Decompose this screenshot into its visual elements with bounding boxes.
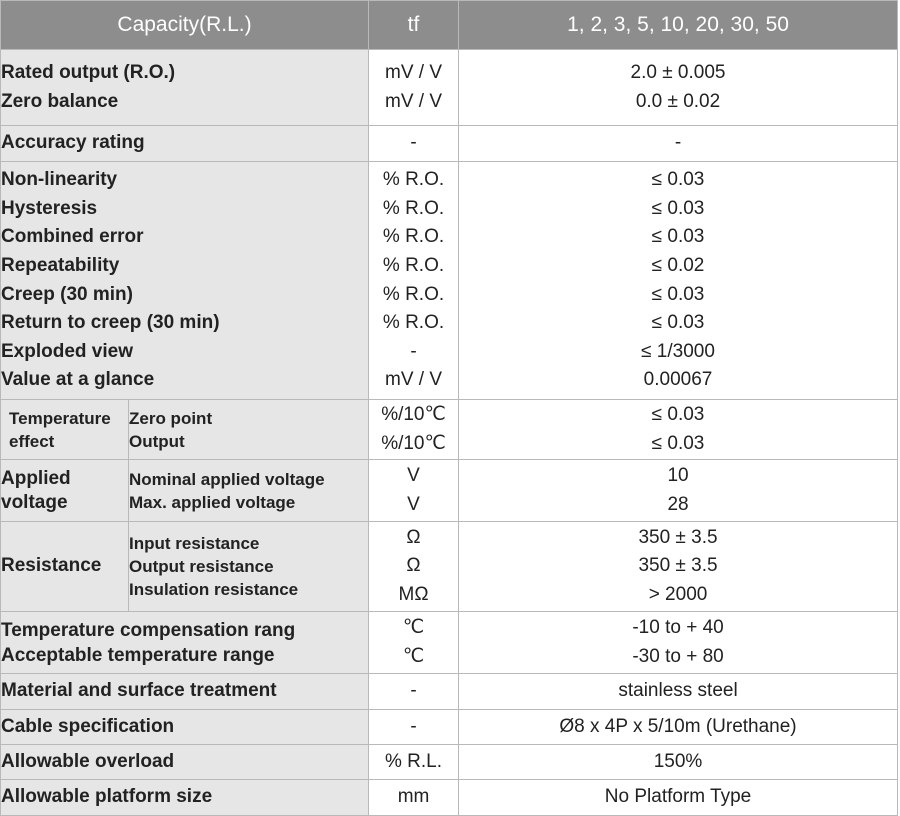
capacity-header: Capacity(R.L.) <box>1 1 369 50</box>
material-unit: - <box>369 674 459 710</box>
cable-unit: - <box>369 710 459 745</box>
platform-label: Allowable platform size <box>1 780 369 816</box>
unit-cell: mV / V <box>385 61 443 83</box>
overload-label: Allowable overload <box>1 745 369 780</box>
performance-row <box>1 162 898 400</box>
capacity-values-header: 1, 2, 3, 5, 10, 20, 30, 50 <box>459 1 898 50</box>
value-cell: -30 to + 80 <box>632 645 724 667</box>
output-units <box>369 50 459 126</box>
value-cell: ≤ 0.03 <box>651 283 705 305</box>
unit-cell: % R.O. <box>382 283 445 305</box>
temperature-effect-group <box>1 400 129 460</box>
value-cell: 350 ± 3.5 <box>638 526 718 548</box>
group-label-line: Temperature <box>9 408 111 428</box>
value-cell: 10 <box>667 464 689 486</box>
platform-value: No Platform Type <box>459 780 898 816</box>
unit-cell: Ω <box>406 526 421 548</box>
value-cell: 0.0 ± 0.02 <box>635 90 721 112</box>
resistance-units <box>369 522 459 612</box>
accuracy-value: - <box>459 126 898 162</box>
temperature-effect-labels <box>129 400 369 460</box>
resistance-values <box>459 522 898 612</box>
repeatability-label: Repeatability <box>1 254 120 276</box>
temperature-effect-values <box>459 400 898 460</box>
unit-header: tf <box>369 1 459 50</box>
applied-voltage-row <box>1 460 898 522</box>
value-cell: ≤ 0.03 <box>651 312 705 334</box>
zero-balance-label: Zero balance <box>1 90 119 112</box>
value-cell: ≤ 0.02 <box>651 254 705 276</box>
max-voltage-label: Max. applied voltage <box>129 492 296 512</box>
unit-cell: ℃ <box>402 616 425 638</box>
output-labels <box>1 50 369 126</box>
return-to-creep-label: Return to creep (30 min) <box>1 312 220 334</box>
unit-cell: mV / V <box>385 369 443 391</box>
applied-voltage-group <box>1 460 129 522</box>
overload-unit: % R.L. <box>369 745 459 780</box>
accuracy-unit: - <box>369 126 459 162</box>
output-values <box>459 50 898 126</box>
header-row <box>1 1 898 50</box>
unit-cell: mV / V <box>385 90 443 112</box>
accuracy-row <box>1 126 898 162</box>
value-at-glance-label: Value at a glance <box>1 369 155 391</box>
unit-cell: %/10℃ <box>381 432 446 454</box>
resistance-labels <box>129 522 369 612</box>
cable-row <box>1 710 898 745</box>
value-cell: ≤ 0.03 <box>651 197 705 219</box>
unit-cell: V <box>407 464 420 486</box>
platform-row <box>1 780 898 816</box>
unit-cell: MΩ <box>398 583 429 605</box>
resistance-group: Resistance <box>1 522 129 612</box>
unit-cell: Ω <box>406 555 421 577</box>
temperature-range-row <box>1 612 898 674</box>
performance-units <box>369 162 459 400</box>
value-cell: 350 ± 3.5 <box>638 555 718 577</box>
combined-error-label: Combined error <box>1 226 144 248</box>
rated-output-label: Rated output (R.O.) <box>1 61 176 83</box>
output-row <box>1 50 898 126</box>
temperature-compensation-label: Temperature compensation rang <box>1 619 296 641</box>
creep-label: Creep (30 min) <box>1 283 133 305</box>
material-value: stainless steel <box>459 674 898 710</box>
zero-point-label: Zero point <box>129 408 213 428</box>
exploded-view-label: Exploded view <box>1 340 133 362</box>
value-cell: ≤ 0.03 <box>651 169 705 191</box>
overload-value: 150% <box>459 745 898 780</box>
value-cell: 2.0 ± 0.005 <box>630 61 726 83</box>
acceptable-temperature-label: Acceptable temperature range <box>1 644 275 666</box>
group-label-line: effect <box>9 431 55 451</box>
output-label: Output <box>129 431 185 451</box>
unit-cell: % R.O. <box>382 254 445 276</box>
input-resistance-label: Input resistance <box>129 534 260 553</box>
insulation-resistance-label: Insulation resistance <box>129 580 299 599</box>
resistance-row <box>1 522 898 612</box>
unit-cell: - <box>410 340 417 362</box>
value-cell: ≤ 1/3000 <box>641 340 715 362</box>
unit-cell: % R.O. <box>382 226 445 248</box>
nominal-voltage-label: Nominal applied voltage <box>129 469 325 489</box>
temperature-effect-row <box>1 400 898 460</box>
unit-cell: % R.O. <box>382 169 445 191</box>
applied-voltage-units <box>369 460 459 522</box>
performance-values <box>459 162 898 400</box>
group-label-line: voltage <box>1 491 68 513</box>
unit-cell: ℃ <box>402 645 425 667</box>
temperature-effect-units <box>369 400 459 460</box>
cable-value: Ø8 x 4P x 5/10m (Urethane) <box>459 710 898 745</box>
material-row <box>1 674 898 710</box>
cable-label: Cable specification <box>1 710 369 745</box>
material-label: Material and surface treatment <box>1 674 369 710</box>
performance-labels <box>1 162 369 400</box>
temperature-range-labels <box>1 612 369 674</box>
temperature-range-units <box>369 612 459 674</box>
overload-row <box>1 745 898 780</box>
temperature-range-values <box>459 612 898 674</box>
value-cell: ≤ 0.03 <box>651 226 705 248</box>
unit-cell: %/10℃ <box>381 403 446 425</box>
unit-cell: % R.O. <box>382 197 445 219</box>
value-cell: > 2000 <box>648 583 708 605</box>
unit-cell: V <box>407 493 420 515</box>
applied-voltage-labels <box>129 460 369 522</box>
non-linearity-label: Non-linearity <box>1 169 118 191</box>
value-cell: ≤ 0.03 <box>651 432 705 454</box>
applied-voltage-values <box>459 460 898 522</box>
accuracy-label: Accuracy rating <box>1 126 369 162</box>
group-label-line: Applied <box>1 467 71 489</box>
value-cell: 28 <box>667 493 689 515</box>
value-cell: 0.00067 <box>643 369 713 391</box>
output-resistance-label: Output resistance <box>129 557 274 576</box>
hysteresis-label: Hysteresis <box>1 197 98 219</box>
platform-unit: mm <box>369 780 459 816</box>
value-cell: -10 to + 40 <box>632 616 724 638</box>
value-cell: ≤ 0.03 <box>651 403 705 425</box>
unit-cell: % R.O. <box>382 312 445 334</box>
